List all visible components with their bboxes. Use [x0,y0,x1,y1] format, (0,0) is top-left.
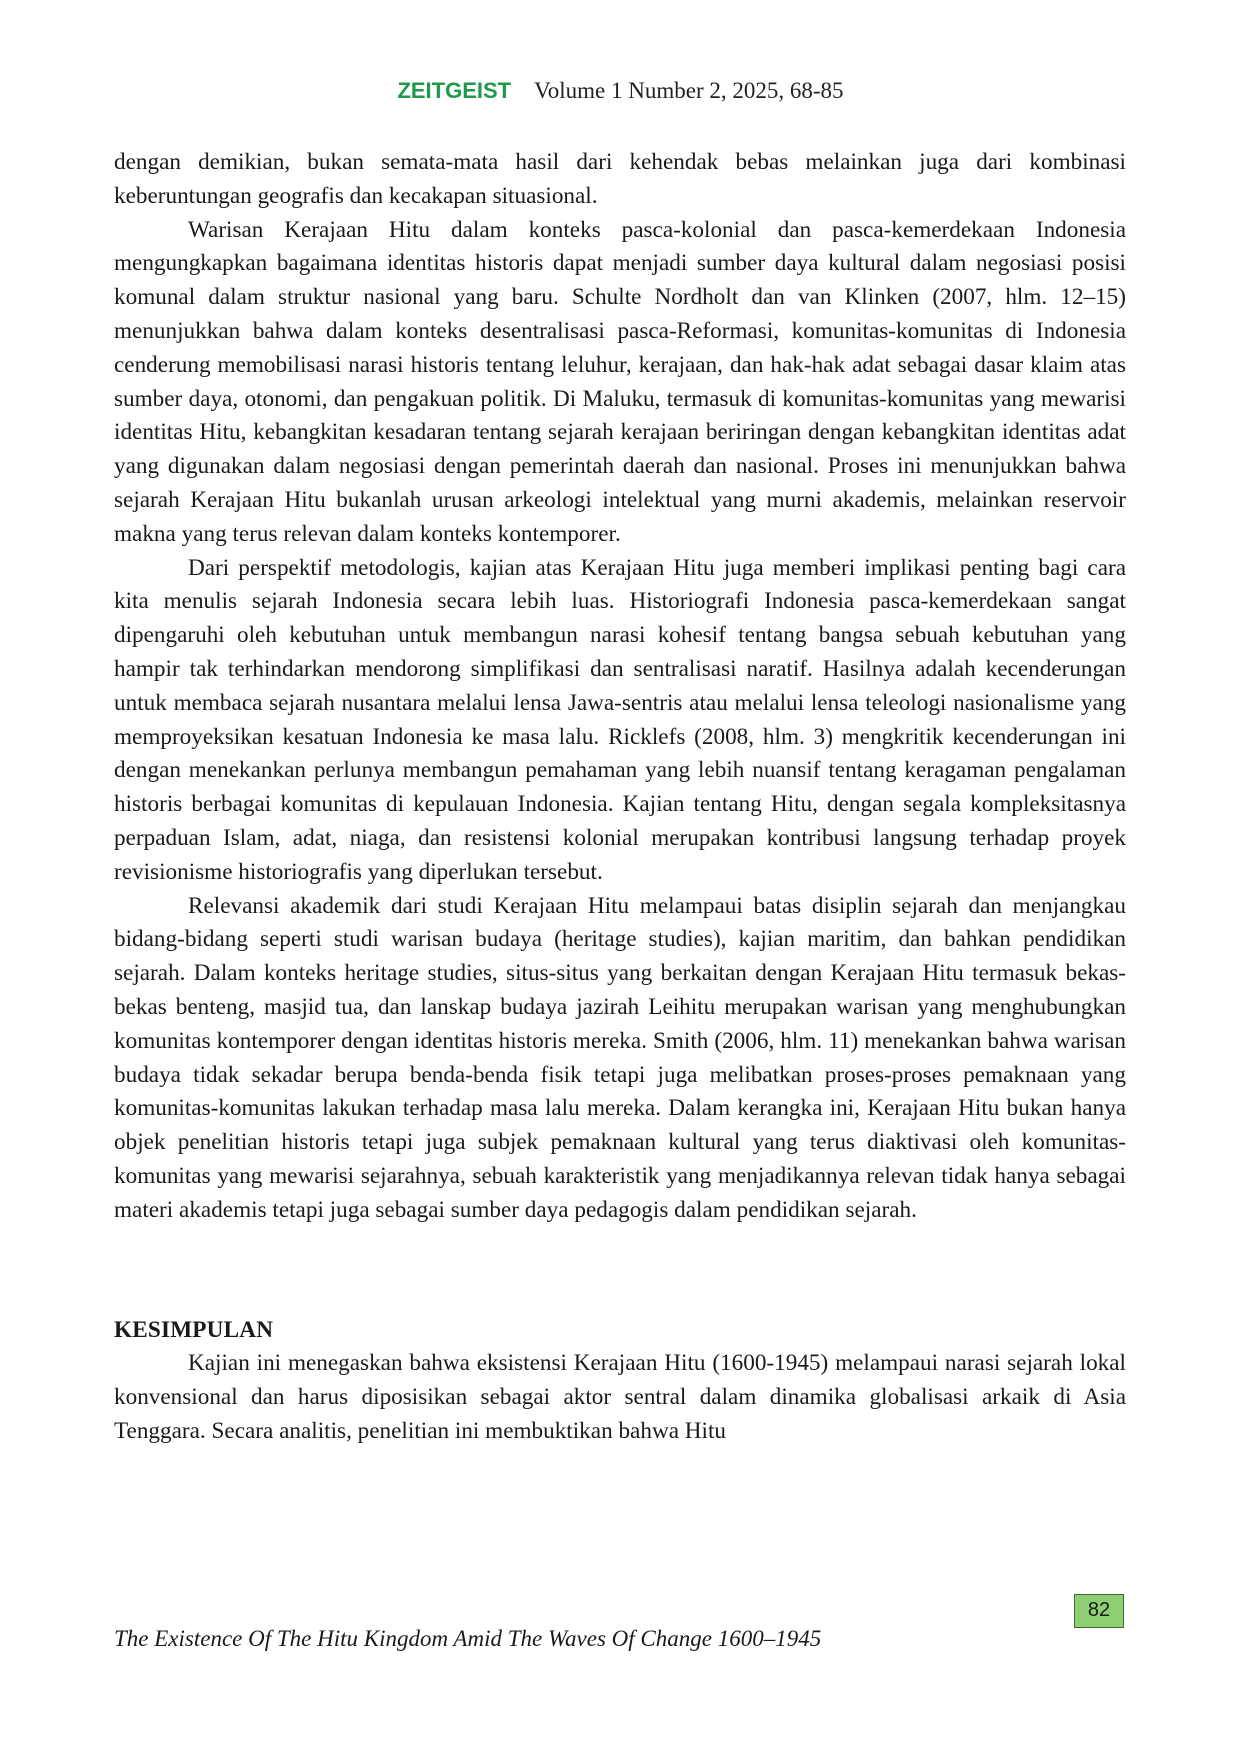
conclusion-paragraph: Kajian ini menegaskan bahwa eksistensi Kerajaan Hitu (1600-1945) melampaui narasi sejarah lokal konvensional dan harus diposisikan sebagai aktor sentral dalam dinamika globalisasi arkaik di Asia Tenggara. Secara analitis, penelitian ini membuktikan bahwa Hitu [114,1350,1126,1444]
body-paragraph: Relevansi akademik dari studi Kerajaan Hitu melampaui batas disiplin sejarah dan menjangkau bidang-bidang seperti studi warisan budaya (heritage studies), kajian maritim, dan bahkan pendidikan sejarah. Dalam konteks heritage studies, situs-situs yang berkaitan dengan Kerajaan Hitu termasuk bekas-bekas benteng, masjid tua, dan lanskap budaya jazirah Leihitu merupakan warisan yang menghubungkan komunitas kontemporer dengan identitas historis mereka. Smith (2006, hlm. 11) menekankan bahwa warisan budaya tidak sekadar berupa benda-benda fisik tetapi juga melibatkan proses-proses pemaknaan yang komunitas-komunitas lakukan terhadap masa lalu mereka. Dalam kerangka ini, Kerajaan Hitu bukan hanya objek penelitian historis tetapi juga subjek pemaknaan kultural yang terus diaktivasi oleh komunitas-komunitas yang mewarisi sejarahnya, sebuah karakteristik yang menjadikannya relevan tidak hanya sebagai materi akademis tetapi juga sebagai sumber daya pedagogis dalam pendidikan sejarah. [114,892,1126,1223]
article-body [114,146,1126,1449]
journal-volume-info: Volume 1 Number 2, 2025, 68-85 [534,78,844,103]
body-paragraph: Dari perspektif metodologis, kajian atas Kerajaan Hitu juga memberi implikasi penting bagi cara kita menulis sejarah Indonesia secara lebih luas. Historiografi Indonesia pasca-kemerdekaan sangat dipengaruhi oleh kebutuhan untuk membangun narasi kohesif tentang bangsa sebuah kebutuhan yang hampir tak terhindarkan mendorong simplifikasi dan sentralisasi naratif. Hasilnya adalah kecenderungan untuk membaca sejarah nusantara melalui lensa Jawa-sentris atau melalui lensa teleologi nasionalisme yang memproyeksikan kesatuan Indonesia ke masa lalu. Ricklefs (2008, hlm. 3) mengkritik kecenderungan ini dengan menekankan perlunya membangun pemahaman yang lebih nuansif tentang keragaman pengalaman historis berbagai komunitas di kepulauan Indonesia. Kajian tentang Hitu, dengan segala kompleksitasnya perpaduan Islam, adat, niaga, dan resistensi kolonial merupakan kontribusi langsung terhadap proyek revisionisme historiografis yang diperlukan tersebut. [114,554,1126,885]
running-footer-title: The Existence Of The Hitu Kingdom Amid The Waves Of Change 1600–1945 [114,1626,822,1651]
journal-name: ZEITGEIST [397,78,512,103]
running-header [0,76,1241,107]
body-paragraph: Warisan Kerajaan Hitu dalam konteks pasca-kolonial dan pasca-kemerdekaan Indonesia mengungkapkan bagaimana identitas historis dapat menjadi sumber daya kultural dalam negosiasi posisi komunal dalam struktur nasional yang baru. Schulte Nordholt dan van Klinken (2007, hlm. 12–15) menunjukkan bahwa dalam konteks desentralisasi pasca-Reformasi, komunitas-komunitas di Indonesia cenderung memobilisasi narasi historis tentang leluhur, kerajaan, dan hak-hak adat sebagai dasar klaim atas sumber daya, otonomi, dan pengakuan politik. Di Maluku, termasuk di komunitas-komunitas yang mewarisi identitas Hitu, kebangkitan kesadaran tentang sejarah kerajaan beriringan dengan kebangkitan identitas adat yang digunakan dalam negosiasi dengan pemerintah daerah dan nasional. Proses ini menunjukkan bahwa sejarah Kerajaan Hitu bukanlah urusan arkeologi intelektual yang murni akademis, melainkan reservoir makna yang terus relevan dalam konteks kontemporer. [114,216,1126,547]
body-paragraph-continued: dengan demikian, bukan semata-mata hasil dari kehendak bebas melainkan juga dari kombinasi keberuntungan geografis dan kecakapan situasional. [114,149,1126,209]
page-number-badge: 82 [1074,1594,1124,1628]
section-heading: KESIMPULAN [114,1316,274,1343]
